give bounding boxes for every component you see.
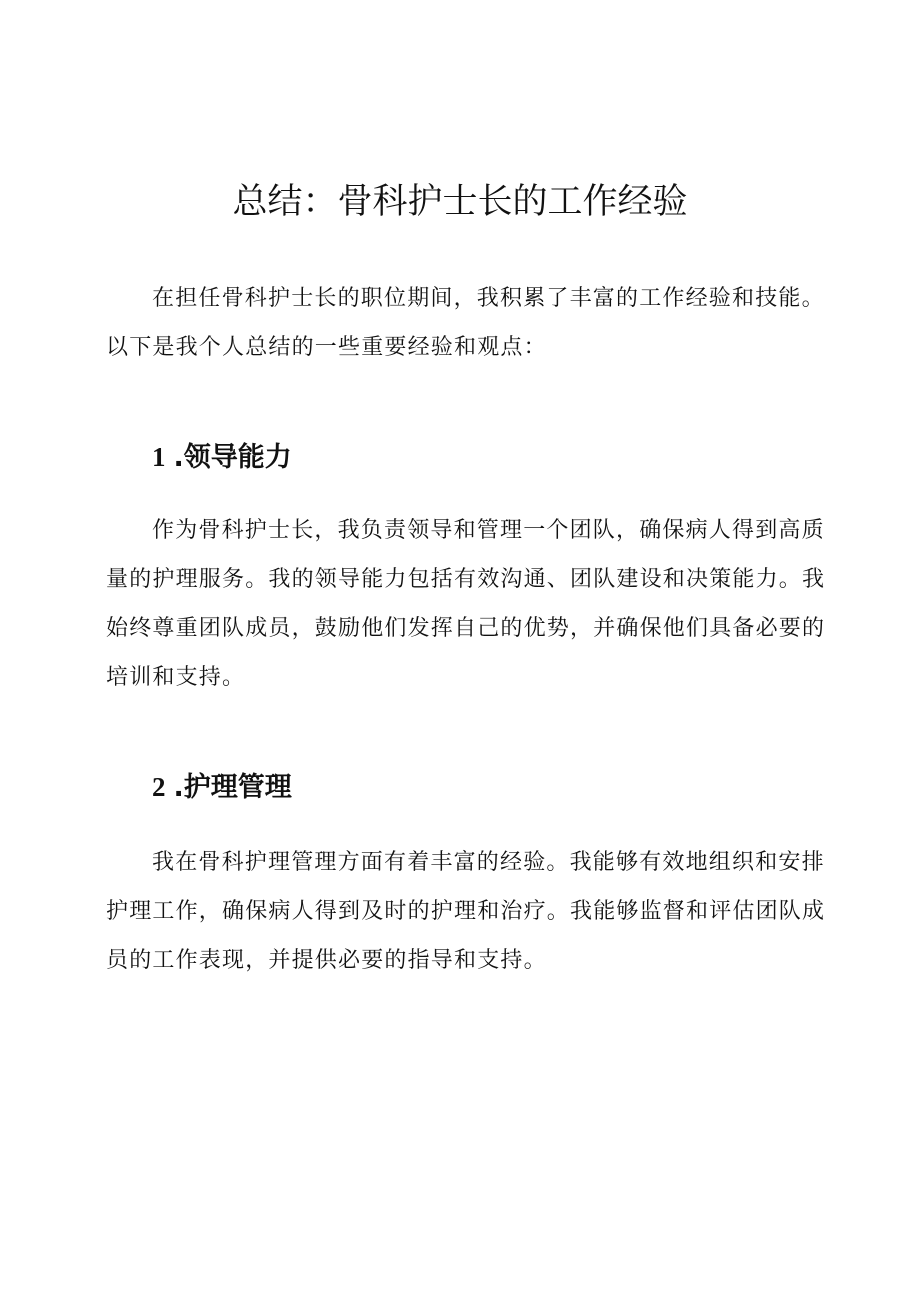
- intro-paragraph: 在担任骨科护士长的职位期间，我积累了丰富的工作经验和技能。以下是我个人总结的一些重要经验和观点：: [106, 286, 825, 360]
- section-title-1: .领导能力: [173, 442, 292, 473]
- page-title: 总结：骨科护士长的工作经验: [232, 182, 688, 222]
- section-heading-1: [152, 437, 752, 478]
- section-number-2: 2: [152, 772, 166, 802]
- section-body-1: 作为骨科护士长，我负责领导和管理一个团队，确保病人得到高质量的护理服务。我的领导能力包括有效沟通、团队建设和决策能力。我始终尊重团队成员，鼓励他们发挥自己的优势，并确保他们具备必要的培训和支持。: [106, 518, 826, 690]
- section-body-2: 我在骨科护理管理方面有着丰富的经验。我能够有效地组织和安排护理工作，确保病人得到及时的护理和治疗。我能够监督和评估团队成员的工作表现，并提供必要的指导和支持。: [106, 850, 826, 973]
- section-number-1: 1: [152, 442, 166, 472]
- section-title-2: .护理管理: [173, 772, 292, 803]
- section-heading-2: [152, 767, 752, 808]
